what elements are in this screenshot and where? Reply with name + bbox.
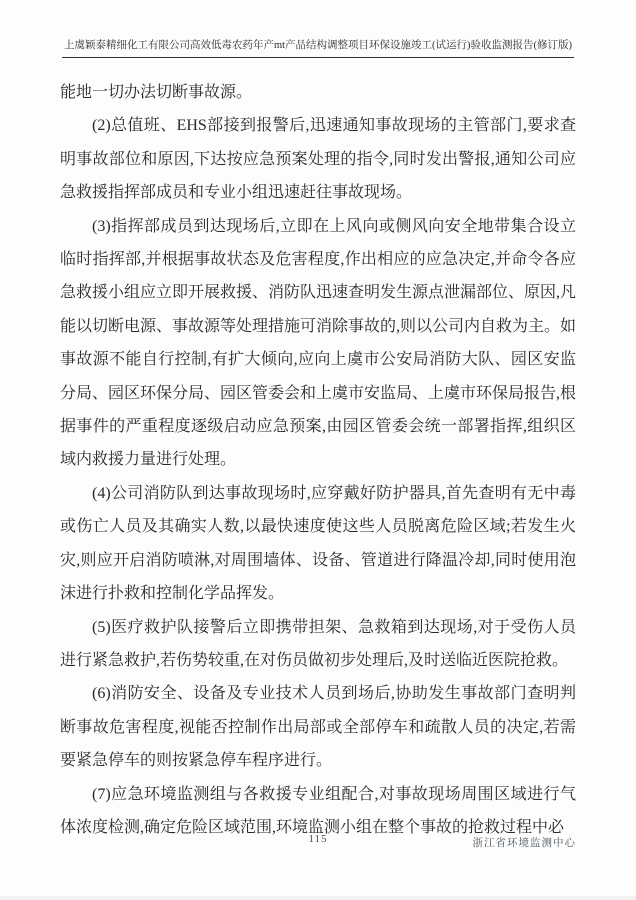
scan-edge [0, 896, 636, 900]
paragraph-item-2: (2)总值班、EHS部接到报警后,迅速通知事故现场的主管部门,要求查明事故部位和原因,下达按应急预案处理的指令,同时发出警报,通知公司应急救援指挥部成员和专业小组迅速赶往事故现场。 [60, 117, 576, 202]
report-header-title: 上虞颖泰精细化工有限公司高效低毒农药年产mt产品结构调整项目环保设施竣工(试运行)验收监测报告(修订版) [62, 37, 574, 58]
document-body [60, 76, 576, 844]
paragraph-continuation: 能地一切办法切断事故源。 [60, 84, 253, 101]
paragraph-item-5: (5)医疗救护队接警后立即携带担架、急救箱到达现场,对于受伤人员进行紧急救护,若伤势较重,在对伤员做初步处理后,及时送临近医院抢救。 [60, 618, 576, 669]
page-number: 115 [308, 833, 328, 845]
paragraph-item-4: (4)公司消防队到达事故现场时,应穿戴好防护器具,首先查明有无中毒或伤亡人员及其确实人数,以最快速度使这些人员脱离危险区域;若发生火灾,则应开启消防喷淋,对周围墙体、设备、管道进行降温冷却,同时使用泡沫进行扑救和控制化学品挥发。 [60, 484, 576, 603]
paragraph-item-3: (3)指挥部成员到达现场后,立即在上风向或侧风向安全地带集合设立临时指挥部,并根据事故状态及危害程度,作出相应的应急决定,并命令各应急救援小组应立即开展救援、消防队迅速查明发生源点泄漏部位、原因,凡能以切断电源、事故源等处理措施可消除事故的,则以公司内自救为主。如事故源不能自行控制,有扩大倾向,应向上虞市公安局消防大队、园区安监分局、园区环保分局、园区管委会和上虞市安监局、上虞市环保局报告,根据事件的严重程度逐级启动应急预案,由园区管委会统一部署指挥,组织区域内救援力量进行处理。 [60, 217, 577, 469]
paragraph-item-7: (7)应急环境监测组与各救援专业组配合,对事故现场周围区域进行气体浓度检测,确定危险区域范围,环境监测小组在整个事故的抢救过程中必 [60, 785, 576, 836]
paragraph-item-6: (6)消防安全、设备及专业技术人员到场后,协助发生事故部门查明判断事故危害程度,视能否控制作出局部或全部停车和疏散人员的决定,若需要紧急停车的则按紧急停车程序进行。 [60, 685, 576, 770]
monitoring-center-watermark: 浙江省环境监测中心 [472, 838, 576, 849]
page-footer [60, 833, 576, 853]
